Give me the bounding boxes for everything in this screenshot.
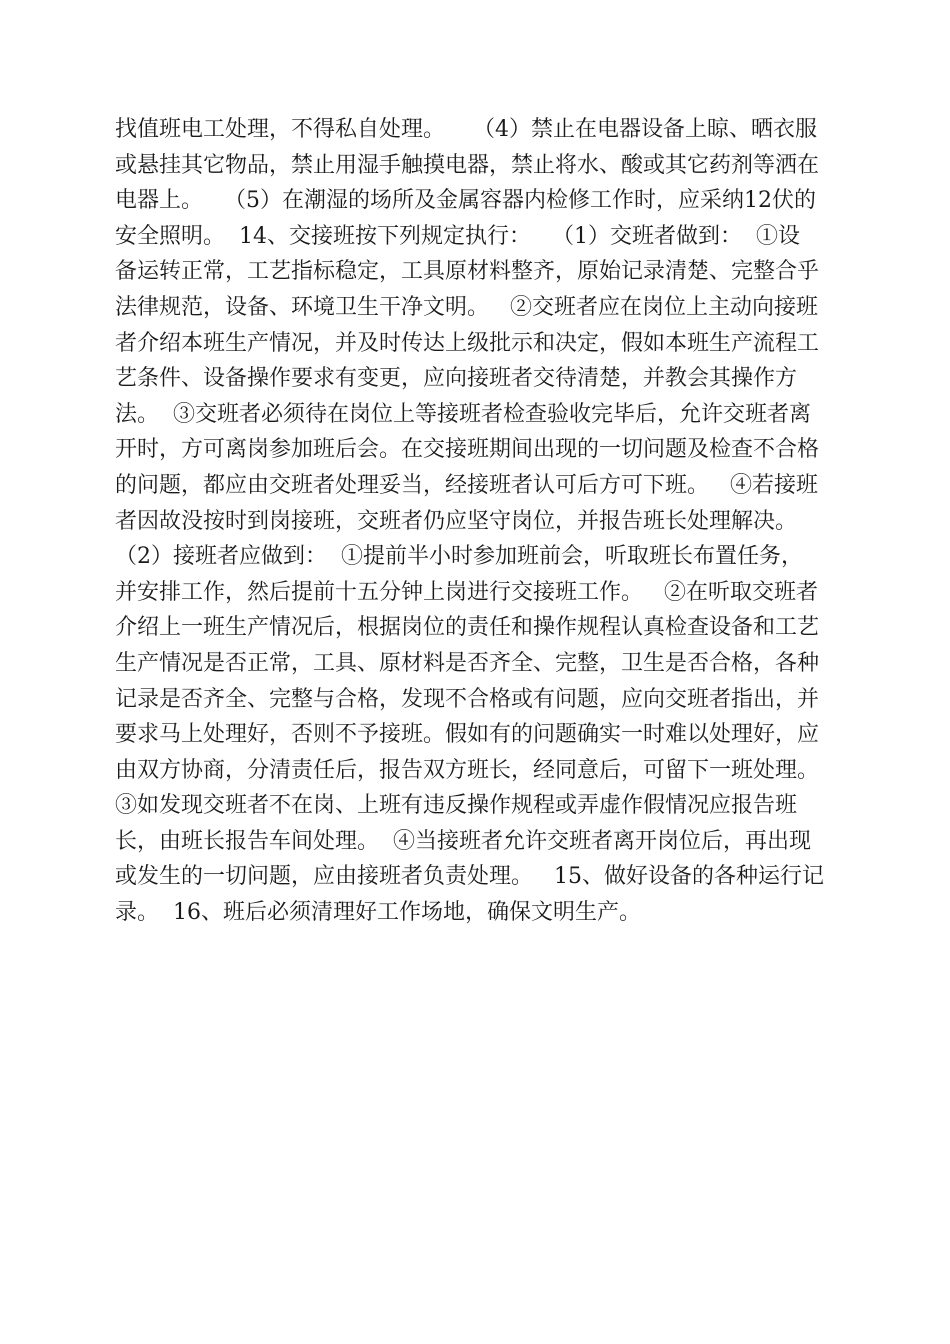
text-line-6: 法律规范，设备、环境卫生干净文明。 ②交班者应在岗位上主动向接班: [115, 294, 818, 320]
text-line-14: 并安排工作，然后提前十五分钟上岗进行交接班工作。 ②在听取交班者: [115, 579, 818, 605]
text-line-18: 要求马上处理好，否则不予接班。假如有的问题确实一时难以处理好，应: [115, 722, 820, 748]
text-line-22: 或发生的一切问题，应由接班者负责处理。 15、做好设备的各种运行记: [115, 864, 824, 890]
text-line-4: 安全照明。 14、交接班按下列规定执行： （1）交班者做到： ①设: [115, 223, 800, 249]
text-line-17: 记录是否齐全、完整与合格，发现不合格或有问题，应向交班者指出，并: [115, 686, 820, 712]
text-line-10: 开时，方可离岗参加班后会。在交接班期间出现的一切问题及检查不合格: [115, 437, 820, 463]
text-line-5: 备运转正常，工艺指标稳定，工具原材料整齐，原始记录清楚、完整合乎: [115, 259, 820, 285]
text-line-15: 介绍上一班生产情况后，根据岗位的责任和操作规程认真检查设备和工艺: [115, 615, 820, 641]
text-line-19: 由双方协商，分清责任后，报告双方班长，经同意后，可留下一班处理。: [115, 757, 820, 783]
text-line-8: 艺条件、设备操作要求有变更，应向接班者交待清楚，并教会其操作方: [115, 366, 798, 392]
text-line-11: 的问题，都应由交班者处理妥当，经接班者认可后方可下班。 ④若接班: [115, 472, 818, 498]
text-line-21: 长，由班长报告车间处理。 ④当接班者允许交班者离开岗位后，再出现: [115, 828, 811, 854]
text-line-3: 电器上。 （5）在潮湿的场所及金属容器内检修工作时，应采纳12伏的: [115, 188, 816, 214]
text-line-1: 找值班电工处理，不得私自处理。 （4）禁止在电器设备上晾、晒衣服: [115, 117, 817, 142]
body-text: [115, 112, 835, 931]
text-line-9: 法。 ③交班者必须待在岗位上等接班者检查验收完毕后，允许交班者离: [115, 401, 811, 427]
text-line-20: ③如发现交班者不在岗、上班有违反操作规程或弄虚作假情况应报告班: [115, 793, 798, 819]
text-line-13: （2）接班者应做到： ①提前半小时参加班前会，听取班长布置任务，: [115, 544, 803, 570]
text-line-12: 者因故没按时到岗接班，交班者仍应坚守岗位，并报告班长处理解决。: [115, 508, 798, 534]
text-line-23: 录。 16、班后必须清理好工作场地，确保文明生产。: [115, 900, 641, 926]
text-line-2: 或悬挂其它物品，禁止用湿手触摸电器，禁止将水、酸或其它药剂等洒在: [115, 152, 820, 178]
text-line-16: 生产情况是否正常，工具、原材料是否齐全、完整，卫生是否合格，各种: [115, 650, 820, 676]
text-line-7: 者介绍本班生产情况，并及时传达上级批示和决定，假如本班生产流程工: [115, 330, 820, 356]
